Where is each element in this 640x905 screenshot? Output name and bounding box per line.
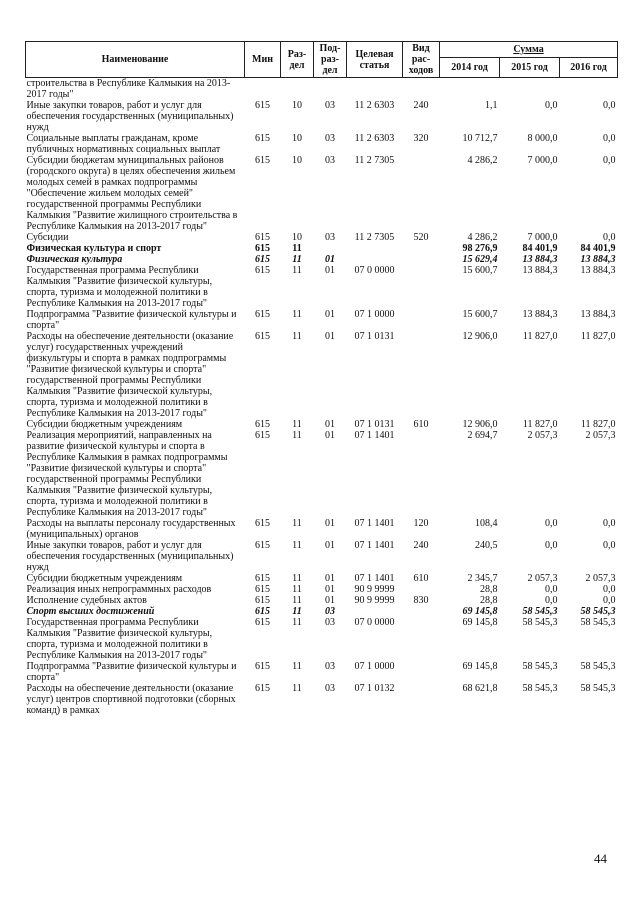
cell-2016: 58 545,3 — [580, 606, 616, 617]
cell-name: Подпрограмма "Развитие физической культуры и спорта" — [26, 661, 237, 683]
cell-razdel: 11 — [292, 617, 302, 628]
cell-vid-rashodov — [403, 155, 440, 232]
cell-razdel: 10 — [292, 232, 302, 243]
cell-celevaya-statya: 07 1 0131 — [354, 331, 395, 342]
cell-2014: 69 145,8 — [462, 661, 498, 672]
cell-podrazdel — [314, 78, 347, 101]
cell-celevaya-statya: 11 2 6303 — [354, 133, 395, 144]
header-razdel: Раз-дел — [281, 42, 314, 78]
cell-razdel: 10 — [292, 100, 302, 111]
cell-2014: 10 712,7 — [462, 133, 498, 144]
table-row — [26, 243, 618, 254]
cell-min: 615 — [255, 232, 270, 243]
cell-podrazdel: 03 — [325, 100, 335, 111]
page-number: 44 — [594, 851, 607, 866]
cell-min: 615 — [255, 265, 270, 276]
table-row — [26, 595, 618, 606]
cell-2014: 2 345,7 — [467, 573, 498, 584]
cell-name: Субсидии бюджетам муниципальных районов (городского округа) в целях обеспечения жильем молодых семей в рамках подпрограммы "Обеспечение жильем молодых семей" государственной программы Республики Калмыкия "Развитие жилищного строительства в Республике Калмыкия на 2013-2017 годы" — [26, 155, 238, 232]
table-row — [26, 254, 618, 265]
cell-celevaya-statya: 07 1 0131 — [354, 419, 395, 430]
cell-vid-rashodov — [403, 265, 440, 309]
cell-min: 615 — [255, 518, 270, 529]
table-row — [26, 430, 618, 518]
cell-2015: 7 000,0 — [527, 232, 558, 243]
cell-2015: 0,0 — [545, 540, 558, 551]
cell-2014: 28,8 — [480, 584, 498, 595]
cell-razdel: 11 — [292, 419, 302, 430]
table-row — [26, 232, 618, 243]
cell-2014: 4 286,2 — [467, 232, 498, 243]
cell-2014: 15 600,7 — [462, 265, 498, 276]
cell-razdel: 11 — [292, 661, 302, 672]
cell-min: 615 — [255, 540, 270, 551]
cell-name: Расходы на выплаты персоналу государственных (муниципальных) органов — [26, 518, 236, 540]
cell-podrazdel: 01 — [325, 419, 335, 430]
cell-razdel: 11 — [292, 309, 302, 320]
cell-podrazdel: 01 — [325, 595, 335, 606]
cell-min: 615 — [255, 661, 270, 672]
cell-2016: 2 057,3 — [585, 430, 616, 441]
cell-podrazdel: 03 — [325, 133, 335, 144]
cell-name: Государственная программа Республики Калмыкия "Развитие физической культуры, спорта, туризма и молодежной политики в Республике Калмыкия на 2013-2017 годы" — [26, 617, 213, 661]
cell-2014: 15 629,4 — [462, 254, 498, 265]
table-row — [26, 78, 618, 101]
cell-celevaya-statya — [347, 243, 403, 254]
cell-celevaya-statya — [347, 78, 403, 101]
cell-podrazdel: 01 — [325, 540, 335, 551]
cell-vid-rashodov — [403, 254, 440, 265]
cell-name: Социальные выплаты гражданам, кроме публичных нормативных социальных выплат — [26, 133, 221, 155]
cell-celevaya-statya: 07 1 0000 — [354, 309, 395, 320]
cell-min: 615 — [255, 617, 270, 628]
cell-2015: 2 057,3 — [527, 573, 558, 584]
cell-vid-rashodov — [403, 606, 440, 617]
header-vid-rashodov: Вид рас-ходов — [403, 42, 440, 78]
cell-vid-rashodov: 240 — [413, 100, 429, 111]
cell-razdel: 11 — [292, 331, 302, 342]
cell-razdel: 11 — [292, 584, 302, 595]
table-row — [26, 584, 618, 595]
cell-celevaya-statya: 07 0 0000 — [354, 265, 395, 276]
cell-vid-rashodov — [403, 661, 440, 683]
cell-2016: 11 827,0 — [580, 419, 616, 430]
cell-razdel: 11 — [292, 683, 302, 694]
cell-2015: 11 827,0 — [522, 331, 558, 342]
cell-celevaya-statya: 90 9 9999 — [354, 584, 395, 595]
cell-2014: 69 145,8 — [462, 617, 498, 628]
cell-vid-rashodov: 830 — [413, 595, 429, 606]
header-podrazdel: Под-раз-дел — [314, 42, 347, 78]
cell-podrazdel: 01 — [325, 518, 335, 529]
cell-podrazdel: 03 — [325, 155, 335, 166]
table-row — [26, 100, 618, 133]
table-row — [26, 265, 618, 309]
table-body — [26, 78, 618, 717]
cell-2016: 2 057,3 — [585, 573, 616, 584]
cell-podrazdel: 01 — [325, 309, 335, 320]
cell-min: 615 — [255, 419, 270, 430]
cell-razdel: 11 — [292, 606, 302, 617]
cell-2016: 58 545,3 — [580, 661, 616, 672]
cell-name: Субсидии — [26, 232, 69, 243]
cell-2014: 12 906,0 — [462, 331, 498, 342]
cell-vid-rashodov — [403, 78, 440, 101]
cell-min: 615 — [255, 595, 270, 606]
header-summa — [440, 42, 618, 58]
cell-min: 615 — [255, 683, 270, 694]
cell-name: Иные закупки товаров, работ и услуг для обеспечения государственных (муниципальных) нужд — [26, 540, 234, 573]
cell-podrazdel: 03 — [325, 683, 335, 694]
cell-celevaya-statya: 11 2 6303 — [354, 100, 395, 111]
cell-2016: 0,0 — [603, 540, 616, 551]
cell-min: 615 — [255, 254, 270, 265]
cell-2015: 8 000,0 — [527, 133, 558, 144]
cell-min: 615 — [255, 100, 270, 111]
cell-name: строительства в Республике Калмыкия на 2013-2017 годы" — [26, 78, 231, 100]
cell-min: 615 — [255, 309, 270, 320]
cell-2016: 58 545,3 — [580, 683, 616, 694]
cell-celevaya-statya — [347, 254, 403, 265]
cell-min: 615 — [255, 573, 270, 584]
cell-2016: 13 884,3 — [580, 254, 616, 265]
cell-2016: 0,0 — [603, 232, 616, 243]
cell-razdel — [281, 78, 314, 101]
cell-podrazdel: 01 — [325, 265, 335, 276]
table-row — [26, 617, 618, 661]
cell-min: 615 — [255, 155, 270, 166]
header-min: Мин — [245, 42, 281, 78]
cell-celevaya-statya — [347, 606, 403, 617]
cell-celevaya-statya: 07 1 1401 — [354, 540, 395, 551]
cell-2016: 11 827,0 — [580, 331, 616, 342]
cell-2014: 2 694,7 — [467, 430, 498, 441]
cell-name: Расходы на обеспечение деятельности (оказание услуг) государственных учреждений физкультуры и спорта в рамках подпрограммы "Развитие физической культуры и спорта" государственной программы Республики Калмыкия "Развитие физической культуры, спорта, туризма и молодежной политики в Республике Калмыкия на 2013-2017 годы" — [26, 331, 234, 419]
cell-2016: 58 545,3 — [580, 617, 616, 628]
cell-2016: 84 401,9 — [580, 243, 616, 254]
cell-podrazdel: 03 — [325, 617, 335, 628]
cell-2016: 0,0 — [603, 584, 616, 595]
cell-2015: 58 545,3 — [522, 661, 558, 672]
table-row — [26, 331, 618, 419]
cell-2014: 15 600,7 — [462, 309, 498, 320]
cell-2015: 84 401,9 — [522, 243, 558, 254]
cell-razdel: 10 — [292, 155, 302, 166]
cell-min: 615 — [255, 133, 270, 144]
cell-vid-rashodov — [403, 331, 440, 419]
cell-2015: 13 884,3 — [522, 309, 558, 320]
cell-2014: 68 621,8 — [462, 683, 498, 694]
table-header — [26, 42, 618, 78]
cell-razdel: 11 — [292, 540, 302, 551]
cell-razdel: 11 — [292, 430, 302, 441]
cell-vid-rashodov — [403, 430, 440, 518]
cell-min: 615 — [255, 331, 270, 342]
cell-2016 — [560, 78, 618, 101]
cell-2015: 58 545,3 — [522, 606, 558, 617]
cell-2015: 13 884,3 — [522, 265, 558, 276]
header-celevaya-statya: Целевая статья — [347, 42, 403, 78]
cell-vid-rashodov: 120 — [413, 518, 429, 529]
cell-vid-rashodov: 240 — [413, 540, 429, 551]
cell-2015: 11 827,0 — [522, 419, 558, 430]
cell-2015: 0,0 — [545, 595, 558, 606]
cell-2014 — [440, 78, 500, 101]
header-year-2016: 2016 год — [560, 58, 618, 78]
cell-podrazdel: 01 — [325, 331, 335, 342]
cell-min: 615 — [255, 243, 270, 254]
budget-table — [25, 41, 618, 716]
cell-celevaya-statya: 07 0 0000 — [354, 617, 395, 628]
cell-min — [245, 78, 281, 101]
cell-vid-rashodov — [403, 243, 440, 254]
header-name: Наименование — [26, 42, 245, 78]
cell-razdel: 10 — [292, 133, 302, 144]
cell-razdel: 11 — [292, 518, 302, 529]
cell-podrazdel — [314, 243, 347, 254]
cell-vid-rashodov — [403, 584, 440, 595]
table-row — [26, 661, 618, 683]
cell-min: 615 — [255, 430, 270, 441]
cell-name: Государственная программа Республики Калмыкия "Развитие физической культуры, спорта, туризма и молодежной политики в Республике Калмыкия на 2013-2017 годы" — [26, 265, 213, 309]
cell-vid-rashodov — [403, 617, 440, 661]
cell-2014: 1,1 — [485, 100, 498, 111]
table-row — [26, 573, 618, 584]
cell-razdel: 11 — [292, 595, 302, 606]
cell-2014: 240,5 — [475, 540, 498, 551]
cell-2015: 58 545,3 — [522, 617, 558, 628]
cell-2014: 12 906,0 — [462, 419, 498, 430]
cell-2014: 28,8 — [480, 595, 498, 606]
table-row — [26, 133, 618, 155]
cell-name: Иные закупки товаров, работ и услуг для обеспечения государственных (муниципальных) нужд — [26, 100, 234, 133]
table-row — [26, 518, 618, 540]
cell-2016: 13 884,3 — [580, 309, 616, 320]
cell-min: 615 — [255, 584, 270, 595]
cell-name: Субсидии бюджетным учреждениям — [26, 573, 183, 584]
cell-podrazdel: 03 — [325, 606, 335, 617]
cell-name: Физическая культура — [26, 254, 123, 265]
cell-razdel: 11 — [292, 254, 302, 265]
cell-2016: 0,0 — [603, 100, 616, 111]
cell-razdel: 11 — [292, 573, 302, 584]
cell-razdel: 11 — [292, 265, 302, 276]
cell-name: Физическая культура и спорт — [26, 243, 162, 254]
cell-celevaya-statya: 07 1 1401 — [354, 518, 395, 529]
cell-name: Субсидии бюджетным учреждениям — [26, 419, 183, 430]
header-year-2015: 2015 год — [500, 58, 560, 78]
cell-podrazdel: 01 — [325, 573, 335, 584]
cell-2016: 0,0 — [603, 133, 616, 144]
table-row — [26, 540, 618, 573]
table-row — [26, 606, 618, 617]
cell-2016: 0,0 — [603, 155, 616, 166]
cell-vid-rashodov — [403, 683, 440, 716]
cell-vid-rashodov: 320 — [413, 133, 429, 144]
cell-name: Реализация иных непрограммных расходов — [26, 584, 212, 595]
cell-name: Расходы на обеспечение деятельности (оказание услуг) центров спортивной подготовки (сборных команд) в рамках — [26, 683, 236, 716]
cell-podrazdel: 01 — [325, 430, 335, 441]
cell-2015: 0,0 — [545, 100, 558, 111]
cell-celevaya-statya: 07 1 1401 — [354, 573, 395, 584]
cell-name: Спорт высших достижений — [26, 606, 155, 617]
cell-name: Подпрограмма "Развитие физической культуры и спорта" — [26, 309, 237, 331]
cell-vid-rashodov: 610 — [413, 419, 429, 430]
header-summa-label: Сумма — [513, 44, 544, 55]
cell-podrazdel: 03 — [325, 661, 335, 672]
cell-name: Исполнение судебных актов — [26, 595, 147, 606]
header-year-2014: 2014 год — [440, 58, 500, 78]
cell-2015 — [500, 78, 560, 101]
cell-2014: 108,4 — [475, 518, 498, 529]
cell-podrazdel: 01 — [325, 254, 335, 265]
cell-2015: 2 057,3 — [527, 430, 558, 441]
cell-celevaya-statya: 07 1 1401 — [354, 430, 395, 441]
cell-vid-rashodov: 610 — [413, 573, 429, 584]
cell-2016: 13 884,3 — [580, 265, 616, 276]
cell-min: 615 — [255, 606, 270, 617]
table-row — [26, 419, 618, 430]
cell-2016: 0,0 — [603, 518, 616, 529]
cell-2015: 7 000,0 — [527, 155, 558, 166]
cell-celevaya-statya: 07 1 0132 — [354, 683, 395, 694]
cell-2015: 0,0 — [545, 518, 558, 529]
cell-2015: 58 545,3 — [522, 683, 558, 694]
cell-name: Реализация мероприятий, направленных на развитие физической культуры и спорта в Республике Калмыкия в рамках подпрограммы "Развитие физической культуры и спорта" государственной программы Республики Калмыкия "Развитие физической культуры, спорта, туризма и молодежной политики в Республике Калмыкия на 2013-2017 годы" — [26, 430, 228, 518]
table-row — [26, 309, 618, 331]
cell-2014: 98 276,9 — [462, 243, 498, 254]
cell-2016: 0,0 — [603, 595, 616, 606]
cell-razdel: 11 — [292, 243, 302, 254]
cell-celevaya-statya: 11 2 7305 — [354, 232, 395, 243]
cell-celevaya-statya: 90 9 9999 — [354, 595, 395, 606]
cell-celevaya-statya: 11 2 7305 — [354, 155, 395, 166]
cell-2015: 13 884,3 — [522, 254, 558, 265]
cell-2015: 0,0 — [545, 584, 558, 595]
cell-vid-rashodov: 520 — [413, 232, 429, 243]
cell-vid-rashodov — [403, 309, 440, 331]
table-row — [26, 683, 618, 716]
cell-podrazdel: 03 — [325, 232, 335, 243]
cell-celevaya-statya: 07 1 0000 — [354, 661, 395, 672]
cell-podrazdel: 01 — [325, 584, 335, 595]
cell-2014: 69 145,8 — [462, 606, 498, 617]
table-row — [26, 155, 618, 232]
cell-2014: 4 286,2 — [467, 155, 498, 166]
